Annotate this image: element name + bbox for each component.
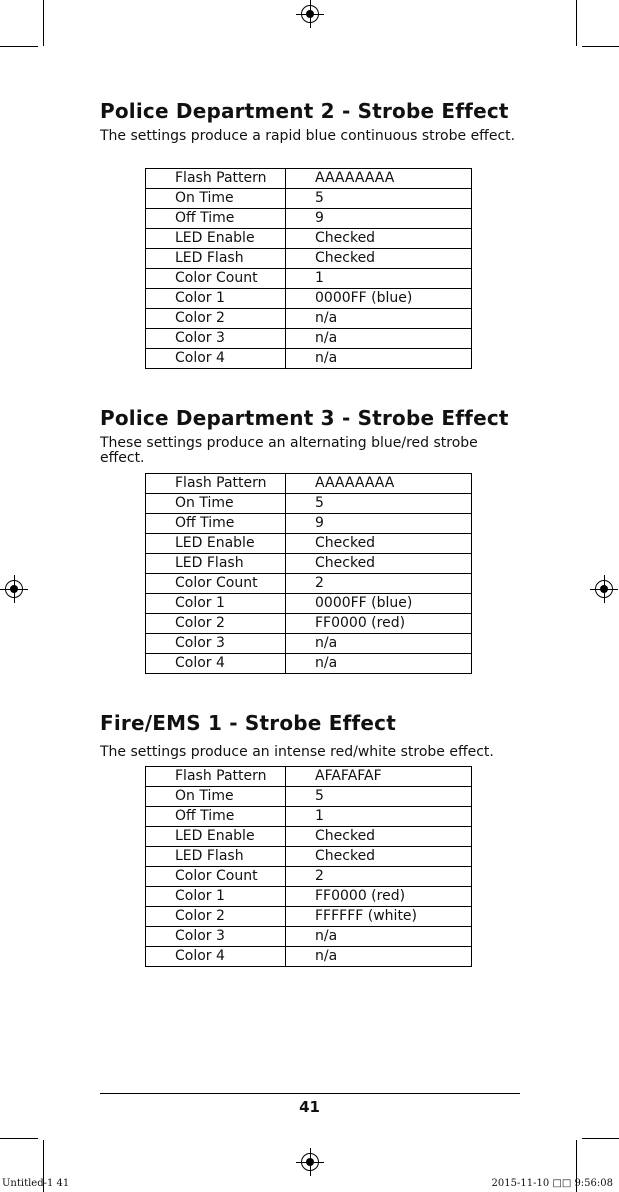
setting-value: n/a — [286, 927, 472, 947]
setting-name: Color 3 — [146, 329, 286, 349]
setting-name: LED Flash — [146, 847, 286, 867]
section-title: Police Department 2 - Strobe Effect — [100, 99, 509, 123]
crop-mark — [576, 0, 577, 46]
table-row — [146, 594, 472, 614]
setting-name: Off Time — [146, 807, 286, 827]
setting-name: Flash Pattern — [146, 169, 286, 189]
table-row — [146, 867, 472, 887]
setting-value: 2 — [286, 867, 472, 887]
page-number: 41 — [299, 1098, 320, 1116]
setting-value: Checked — [286, 249, 472, 269]
print-slug-right: 2015-11-10 □□ 9:56:08 — [491, 1178, 613, 1189]
setting-name: LED Enable — [146, 827, 286, 847]
table-row — [146, 574, 472, 594]
setting-value: AAAAAAAA — [286, 474, 472, 494]
table-row — [146, 229, 472, 249]
setting-name: LED Enable — [146, 229, 286, 249]
table-row — [146, 807, 472, 827]
table-row — [146, 269, 472, 289]
setting-name: On Time — [146, 189, 286, 209]
table-row — [146, 787, 472, 807]
table-row — [146, 494, 472, 514]
footer-rule — [100, 1093, 520, 1094]
setting-value: 9 — [286, 514, 472, 534]
crop-mark — [0, 1138, 38, 1139]
table-row — [146, 209, 472, 229]
setting-name: On Time — [146, 494, 286, 514]
crop-mark — [0, 46, 38, 47]
setting-name: Off Time — [146, 209, 286, 229]
setting-name: Color 2 — [146, 907, 286, 927]
crop-mark — [582, 46, 619, 47]
setting-name: Color 2 — [146, 309, 286, 329]
section-description: The settings produce an intense red/white strobe effect. — [100, 744, 494, 760]
setting-value: 5 — [286, 189, 472, 209]
setting-name: LED Flash — [146, 554, 286, 574]
setting-value: FF0000 (red) — [286, 614, 472, 634]
table-row — [146, 329, 472, 349]
table-row — [146, 189, 472, 209]
table-row — [146, 887, 472, 907]
table-row — [146, 767, 472, 787]
setting-name: Flash Pattern — [146, 767, 286, 787]
setting-value: AFAFAFAF — [286, 767, 472, 787]
setting-name: Color 1 — [146, 594, 286, 614]
section-police-3 — [100, 406, 530, 466]
table-row — [146, 927, 472, 947]
setting-value: n/a — [286, 634, 472, 654]
setting-value: Checked — [286, 229, 472, 249]
setting-name: Color 1 — [146, 289, 286, 309]
setting-name: Color 3 — [146, 634, 286, 654]
setting-name: Color 3 — [146, 927, 286, 947]
setting-name: Color Count — [146, 269, 286, 289]
registration-mark-icon — [301, 5, 319, 23]
setting-name: Color 4 — [146, 947, 286, 967]
setting-name: LED Flash — [146, 249, 286, 269]
table-row — [146, 654, 472, 674]
setting-value: 5 — [286, 787, 472, 807]
setting-value: Checked — [286, 827, 472, 847]
table-row — [146, 289, 472, 309]
table-row — [146, 169, 472, 189]
table-row — [146, 827, 472, 847]
setting-name: Flash Pattern — [146, 474, 286, 494]
section-title: Fire/EMS 1 - Strobe Effect — [100, 711, 396, 735]
setting-value: n/a — [286, 654, 472, 674]
registration-mark-icon — [5, 580, 23, 598]
section-description: The settings produce a rapid blue continuous strobe effect. — [100, 128, 516, 144]
setting-name: Color 1 — [146, 887, 286, 907]
section-description: These settings produce an alternating blue/red strobe effect. — [100, 435, 478, 466]
setting-value: FFFFFF (white) — [286, 907, 472, 927]
setting-value: 9 — [286, 209, 472, 229]
print-slug-left: Untitled-1 41 — [2, 1178, 70, 1189]
setting-value: AAAAAAAA — [286, 169, 472, 189]
crop-mark — [582, 1138, 619, 1139]
table-row — [146, 907, 472, 927]
table-row — [146, 847, 472, 867]
settings-table — [145, 473, 472, 674]
setting-name: Color Count — [146, 867, 286, 887]
table-row — [146, 249, 472, 269]
setting-value: 0000FF (blue) — [286, 594, 472, 614]
table-row — [146, 534, 472, 554]
settings-table — [145, 168, 472, 369]
table-row — [146, 514, 472, 534]
setting-name: LED Enable — [146, 534, 286, 554]
setting-name: On Time — [146, 787, 286, 807]
setting-value: 5 — [286, 494, 472, 514]
table-row — [146, 947, 472, 967]
table-row — [146, 474, 472, 494]
setting-name: Color 2 — [146, 614, 286, 634]
setting-value: FF0000 (red) — [286, 887, 472, 907]
setting-value: 0000FF (blue) — [286, 289, 472, 309]
crop-mark — [43, 0, 44, 46]
setting-value: 1 — [286, 807, 472, 827]
setting-value: n/a — [286, 947, 472, 967]
table-row — [146, 634, 472, 654]
settings-table — [145, 766, 472, 967]
setting-value: n/a — [286, 329, 472, 349]
registration-mark-icon — [301, 1153, 319, 1171]
setting-name: Color 4 — [146, 654, 286, 674]
setting-value: n/a — [286, 309, 472, 329]
table-row — [146, 614, 472, 634]
setting-name: Off Time — [146, 514, 286, 534]
table-row — [146, 309, 472, 329]
table-row — [146, 554, 472, 574]
setting-value: Checked — [286, 847, 472, 867]
setting-value: n/a — [286, 349, 472, 369]
setting-value: 2 — [286, 574, 472, 594]
registration-mark-icon — [595, 580, 613, 598]
setting-value: Checked — [286, 554, 472, 574]
section-title: Police Department 3 - Strobe Effect — [100, 406, 509, 430]
table-row — [146, 349, 472, 369]
section-police-2 — [100, 99, 530, 144]
setting-name: Color Count — [146, 574, 286, 594]
setting-value: 1 — [286, 269, 472, 289]
setting-name: Color 4 — [146, 349, 286, 369]
setting-value: Checked — [286, 534, 472, 554]
section-fire-ems-1 — [100, 711, 530, 760]
